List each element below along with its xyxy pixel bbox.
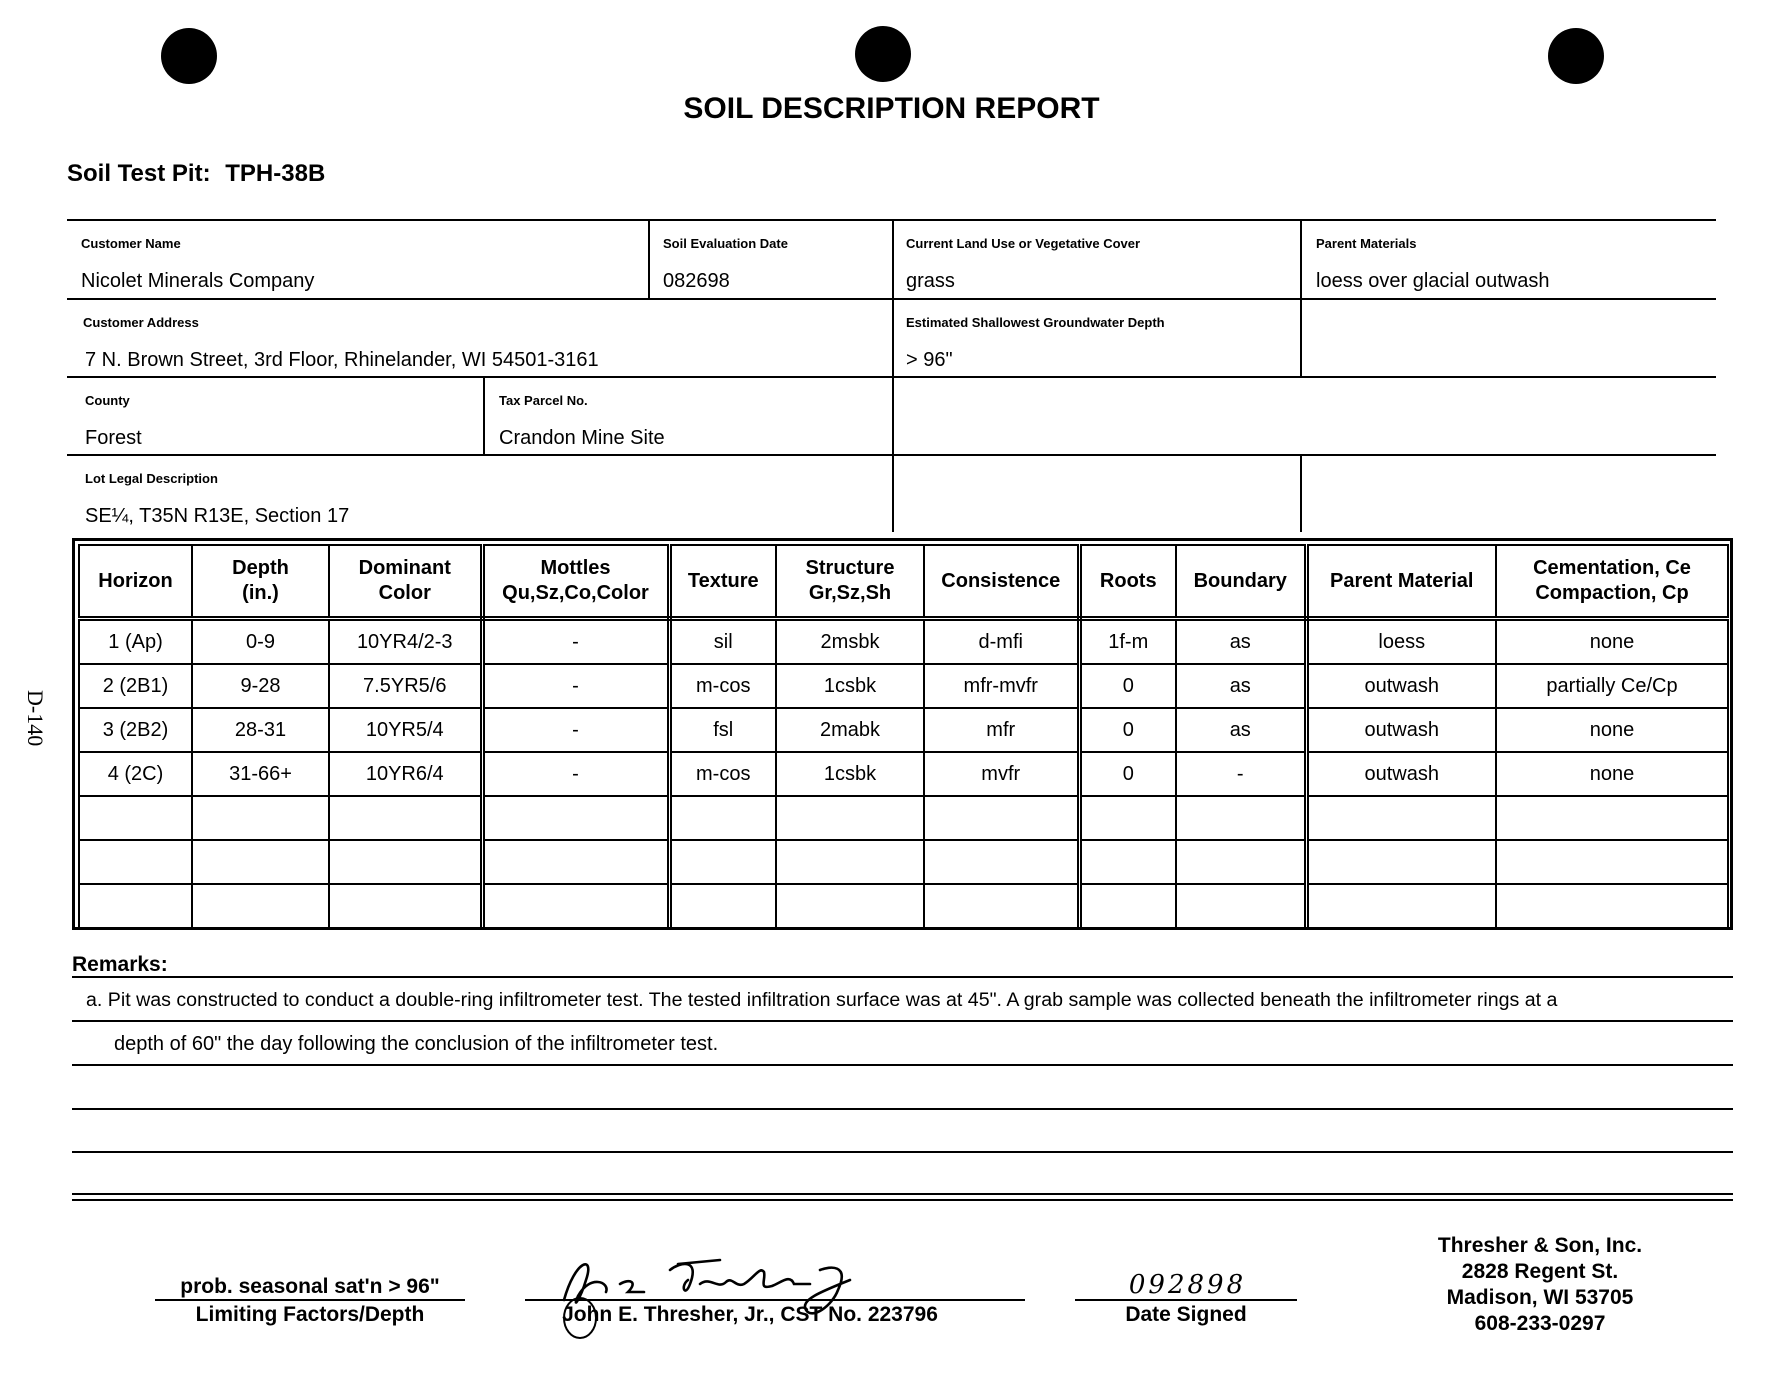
column-header-line-2: Color: [378, 582, 431, 604]
table-cell: [1176, 796, 1306, 840]
table-cell: 2 (2B1): [79, 664, 192, 708]
table-cell: partially Ce/Cp: [1496, 664, 1728, 708]
table-cell: 2mabk: [776, 708, 924, 752]
land-use-value: grass: [906, 270, 955, 292]
county-label: County: [85, 393, 130, 408]
lot-legal-label: Lot Legal Description: [85, 471, 218, 486]
column-header: [669, 545, 776, 619]
horizon-table: [78, 544, 1729, 929]
margin-code: D-140: [23, 690, 48, 747]
remark-line-1: a. Pit was constructed to conduct a double-ring infiltrometer test. The tested infiltration surface was at 45". A grab sample was collected beneath the infiltrometer rings at a: [86, 989, 1558, 1011]
column-header-line-2: Compaction, Cp: [1535, 582, 1689, 604]
report-title: SOIL DESCRIPTION REPORT: [683, 92, 1100, 125]
table-row: [79, 664, 1728, 708]
table-cell: [1079, 796, 1176, 840]
table-cell: [79, 796, 192, 840]
column-header-line-1: Depth: [232, 557, 289, 579]
table-cell: as: [1176, 664, 1306, 708]
table-cell: [1306, 884, 1496, 928]
eval-date-label: Soil Evaluation Date: [663, 236, 788, 251]
column-header-line-1: Roots: [1099, 569, 1157, 592]
signature-line: [525, 1299, 1025, 1301]
table-cell: -: [482, 708, 669, 752]
table-cell: 31-66+: [192, 752, 329, 796]
punch-hole-right: [1548, 28, 1604, 84]
punch-hole-center: [855, 26, 911, 82]
limiting-factors-value: prob. seasonal sat'n > 96": [180, 1275, 440, 1298]
remark-line-2: depth of 60" the day following the conclusion of the infiltrometer test.: [114, 1033, 719, 1055]
table-cell: 10YR6/4: [329, 752, 482, 796]
column-header-line-2: Qu,Sz,Co,Color: [502, 582, 649, 604]
column-header-line-1: Consistence: [941, 569, 1061, 592]
table-cell: 10YR5/4: [329, 708, 482, 752]
customer-address-value: 7 N. Brown Street, 3rd Floor, Rhinelander, WI 54501-3161: [85, 349, 599, 371]
limiting-factors-line: [155, 1299, 465, 1301]
remarks-label: Remarks:: [72, 953, 168, 976]
table-cell: outwash: [1306, 752, 1496, 796]
column-header-line-1: Texture: [687, 569, 759, 592]
table-cell: [1079, 884, 1176, 928]
column-header-line-1: Parent Material: [1330, 569, 1474, 592]
column-header-line-1: Structure: [805, 557, 895, 579]
horizon-table-body: [79, 619, 1728, 929]
table-cell: [1079, 840, 1176, 884]
table-cell: [482, 840, 669, 884]
table-cell: 0: [1079, 752, 1176, 796]
table-cell: 28-31: [192, 708, 329, 752]
customer-address-label: Customer Address: [83, 315, 199, 330]
date-signed-label: Date Signed: [1125, 1303, 1247, 1326]
column-header: [329, 545, 482, 619]
table-cell: as: [1176, 619, 1306, 665]
table-cell: mfr-mvfr: [924, 664, 1079, 708]
table-cell: 0: [1079, 664, 1176, 708]
table-cell: 0: [1079, 708, 1176, 752]
table-cell: 2msbk: [776, 619, 924, 665]
table-cell: d-mfi: [924, 619, 1079, 665]
column-header: [79, 545, 192, 619]
table-cell: -: [482, 664, 669, 708]
table-cell: m-cos: [669, 752, 776, 796]
firm-name: Thresher & Son, Inc.: [1437, 1234, 1643, 1257]
table-cell: [329, 884, 482, 928]
table-cell: fsl: [669, 708, 776, 752]
table-cell: 10YR4/2-3: [329, 619, 482, 665]
limiting-factors-label: Limiting Factors/Depth: [195, 1303, 425, 1326]
table-cell: [1306, 840, 1496, 884]
table-cell: 7.5YR5/6: [329, 664, 482, 708]
column-header: [1496, 545, 1728, 619]
firm-block: [1405, 1233, 1675, 1337]
column-header-line-1: Horizon: [98, 569, 173, 592]
remarks-rule-4: [72, 1108, 1733, 1110]
table-cell: 9-28: [192, 664, 329, 708]
column-header: [776, 545, 924, 619]
table-cell: [1496, 840, 1728, 884]
table-cell: mvfr: [924, 752, 1079, 796]
table-cell: [1496, 884, 1728, 928]
column-header-line-1: Dominant: [358, 557, 451, 579]
table-cell: m-cos: [669, 664, 776, 708]
form-vdiv-4: [483, 377, 485, 454]
firm-city: Madison, WI 53705: [1446, 1286, 1634, 1309]
table-cell: 3 (2B2): [79, 708, 192, 752]
punch-hole-left: [161, 28, 217, 84]
table-cell: none: [1496, 708, 1728, 752]
table-cell: [192, 796, 329, 840]
table-cell: [79, 840, 192, 884]
table-row: [79, 884, 1728, 928]
table-cell: [776, 884, 924, 928]
table-row: [79, 840, 1728, 884]
remarks-rule-6: [72, 1193, 1733, 1195]
groundwater-label: Estimated Shallowest Groundwater Depth: [906, 315, 1165, 330]
remarks-rule-2: [72, 1020, 1733, 1022]
table-cell: 4 (2C): [79, 752, 192, 796]
table-cell: [1496, 796, 1728, 840]
table-cell: [192, 840, 329, 884]
column-header: [1079, 545, 1176, 619]
table-cell: [482, 884, 669, 928]
table-cell: [776, 796, 924, 840]
county-value: Forest: [85, 427, 142, 449]
table-cell: 0-9: [192, 619, 329, 665]
table-cell: [1176, 884, 1306, 928]
tax-parcel-label: Tax Parcel No.: [499, 393, 588, 408]
signer-label: John E. Thresher, Jr., CST No. 223796: [562, 1303, 938, 1326]
table-cell: none: [1496, 752, 1728, 796]
column-header: [924, 545, 1079, 619]
column-header-line-1: Boundary: [1193, 569, 1287, 592]
table-cell: outwash: [1306, 664, 1496, 708]
table-row: [79, 708, 1728, 752]
column-header: [192, 545, 329, 619]
table-cell: [924, 840, 1079, 884]
table-cell: loess: [1306, 619, 1496, 665]
date-signed-line: [1075, 1299, 1297, 1301]
table-cell: mfr: [924, 708, 1079, 752]
column-header-line-1: Cementation, Ce: [1533, 557, 1691, 579]
column-header: [1306, 545, 1496, 619]
horizon-table-header: [79, 545, 1728, 619]
table-cell: -: [482, 752, 669, 796]
table-cell: -: [1176, 752, 1306, 796]
table-row: [79, 752, 1728, 796]
table-cell: [192, 884, 329, 928]
column-header-line-2: (in.): [242, 582, 279, 604]
table-cell: [669, 840, 776, 884]
form-vdiv-2: [892, 220, 894, 532]
lot-legal-value: SE¼, T35N R13E, Section 17: [85, 505, 350, 527]
table-cell: [329, 840, 482, 884]
horizon-table-frame: [72, 538, 1733, 930]
pit-label: Soil Test Pit:: [67, 160, 211, 187]
table-cell: [924, 796, 1079, 840]
form-vdiv-1: [648, 220, 650, 298]
table-cell: [776, 840, 924, 884]
soil-test-pit: [67, 160, 325, 188]
remarks-rule-3: [72, 1064, 1733, 1066]
parent-materials-value: loess over glacial outwash: [1316, 270, 1550, 292]
table-cell: [924, 884, 1079, 928]
customer-name-label: Customer Name: [81, 236, 181, 251]
column-header-line-2: Gr,Sz,Sh: [808, 582, 892, 604]
pit-value: TPH-38B: [225, 160, 326, 187]
remarks-rule-5: [72, 1151, 1733, 1153]
groundwater-value: > 96": [906, 349, 953, 371]
table-row: [79, 619, 1728, 665]
table-cell: [482, 796, 669, 840]
table-cell: [1306, 796, 1496, 840]
table-row: [79, 796, 1728, 840]
customer-name-value: Nicolet Minerals Company: [81, 270, 315, 292]
table-cell: as: [1176, 708, 1306, 752]
remarks-rule-1: [72, 976, 1733, 978]
form-vdiv-3: [1300, 220, 1302, 376]
table-cell: outwash: [1306, 708, 1496, 752]
table-cell: sil: [669, 619, 776, 665]
table-cell: 1csbk: [776, 664, 924, 708]
date-signed-value: 092898: [1128, 1270, 1247, 1300]
table-cell: [329, 796, 482, 840]
column-header-line-1: Mottles: [540, 557, 611, 579]
table-cell: none: [1496, 619, 1728, 665]
land-use-label: Current Land Use or Vegetative Cover: [906, 236, 1141, 251]
remarks-rule-7: [72, 1199, 1733, 1201]
firm-street: 2828 Regent St.: [1461, 1260, 1619, 1283]
table-cell: 1 (Ap): [79, 619, 192, 665]
firm-phone: 608-233-0297: [1474, 1312, 1606, 1335]
table-cell: -: [482, 619, 669, 665]
table-cell: [669, 884, 776, 928]
eval-date-value: 082698: [663, 270, 730, 292]
column-header: [482, 545, 669, 619]
table-cell: [1176, 840, 1306, 884]
table-cell: 1csbk: [776, 752, 924, 796]
table-cell: [79, 884, 192, 928]
form-vdiv-5: [1300, 455, 1302, 532]
tax-parcel-value: Crandon Mine Site: [499, 427, 665, 449]
column-header: [1176, 545, 1306, 619]
table-cell: [669, 796, 776, 840]
table-cell: 1f-m: [1079, 619, 1176, 665]
parent-materials-label: Parent Materials: [1316, 236, 1417, 251]
